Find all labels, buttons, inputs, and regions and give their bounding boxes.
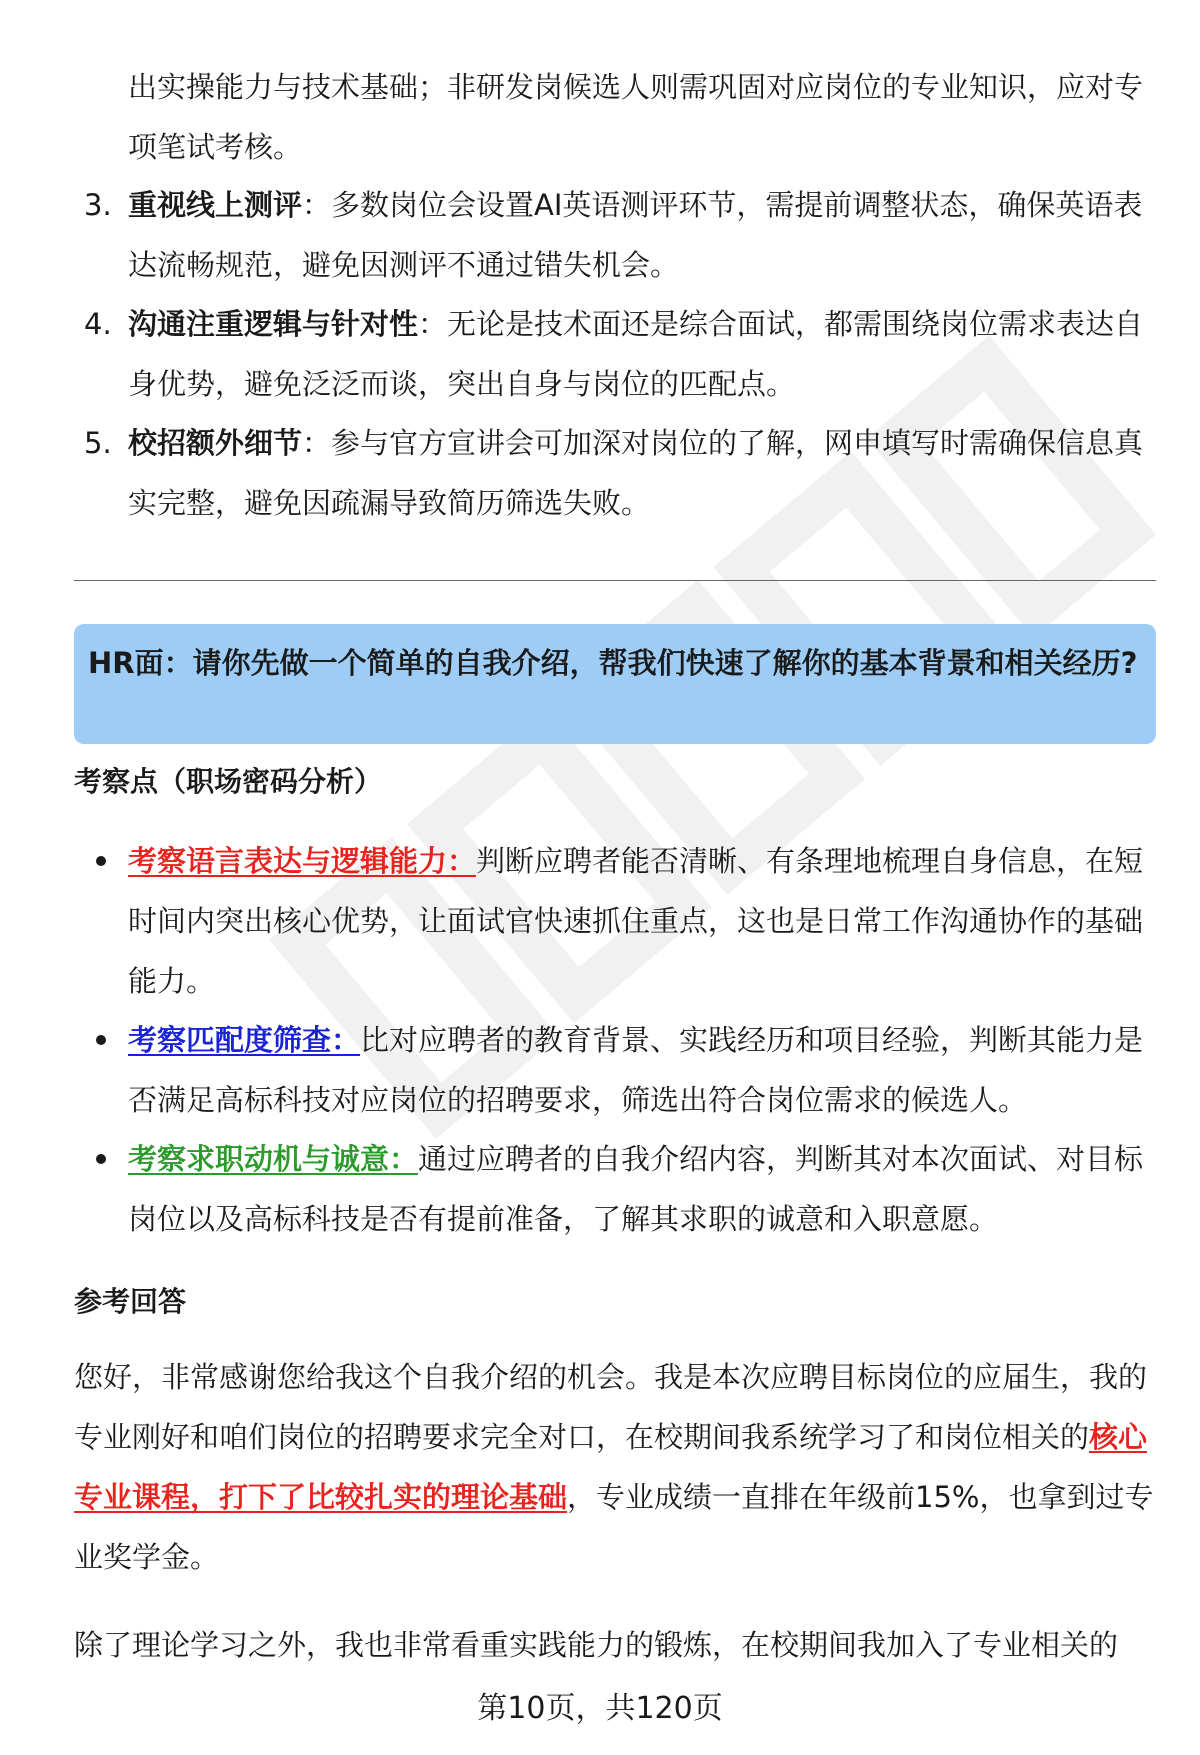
analysis-text: 判断应聘者能否清晰、有条理地梳理自身信息，在短时间内突出核心优势，让面试官快速抓住重点，这也是日常工作沟通协作的基础能力。 [128,844,1144,998]
tip-item-continuation [84,57,1154,177]
tip-item-3 [84,175,1154,295]
tip-number: 4. [84,307,112,341]
tip-separator: ： [302,426,332,460]
tip-number: 5. [84,426,112,460]
question-box [74,624,1156,744]
tip-separator: ： [302,188,332,222]
tip-title: 沟通注重逻辑与针对性 [128,307,419,341]
reference-paragraph-2: 除了理论学习之外，我也非常看重实践能力的锻炼，在校期间我加入了专业相关的 [74,1628,1119,1662]
analysis-title: 考察点（职场密码分析） [74,765,383,798]
analysis-point-1 [96,831,1156,1011]
tip-title: 重视线上测评 [128,188,303,222]
page-footer: 第10页，共120页 [477,1691,723,1726]
tip-number: 3. [84,188,112,222]
analysis-tag: 考察语言表达与逻辑能力： [128,844,477,878]
analysis-point-2 [96,1010,1156,1130]
analysis-text: 通过应聘者的自我介绍内容，判断其对本次面试、对目标岗位以及高标科技是否有提前准备，了解其求职的诚意和入职意愿。 [128,1142,1144,1236]
reference-text: ，专业成绩一直排在年级前15%，也拿到过专业奖学金。 [74,1480,1154,1574]
bullet-dot [96,1154,106,1164]
reference-title: 参考回答 [74,1285,187,1318]
analysis-tag: 考察匹配度筛查： [128,1023,361,1057]
reference-paragraph-1 [74,1347,1154,1587]
tip-text: 参与官方宣讲会可加深对岗位的了解，网申填写时需确保信息真实完整，避免因疏漏导致简历筛选失败。 [128,426,1144,520]
tip-separator: ： [418,307,448,341]
bullet-dot [96,1035,106,1045]
analysis-point-3 [96,1129,1156,1249]
tip-text: 多数岗位会设置AI英语测评环节，需提前调整状态，确保英语表达流畅规范，避免因测评不通过错失机会。 [128,188,1143,282]
tip-continuation-text: 出实操能力与技术基础；非研发岗候选人则需巩固对应岗位的专业知识，应对专项笔试考核。 [128,70,1144,164]
question-text: HR面：请你先做一个简单的自我介绍，帮我们快速了解你的基本背景和相关经历? [88,646,1138,680]
tip-title: 校招额外细节 [128,426,303,460]
reference-highlight: 核心专业课程，打下了比较扎实的理论基础 [74,1420,1148,1514]
analysis-text: 比对应聘者的教育背景、实践经历和项目经验，判断其能力是否满足高标科技对应岗位的招聘要求，筛选出符合岗位需求的候选人。 [128,1023,1144,1117]
bullet-dot [96,856,106,866]
tip-item-4 [84,294,1154,414]
reference-text: 您好，非常感谢您给我这个自我介绍的机会。我是本次应聘目标岗位的应届生，我的专业刚好和咱们岗位的招聘要求完全对口，在校期间我系统学习了和岗位相关的 [74,1360,1148,1454]
analysis-tag: 考察求职动机与诚意： [128,1142,419,1176]
section-divider [74,580,1156,581]
tip-item-5 [84,413,1154,533]
tip-text: 无论是技术面还是综合面试，都需围绕岗位需求表达自身优势，避免泛泛而谈，突出自身与岗位的匹配点。 [128,307,1144,401]
